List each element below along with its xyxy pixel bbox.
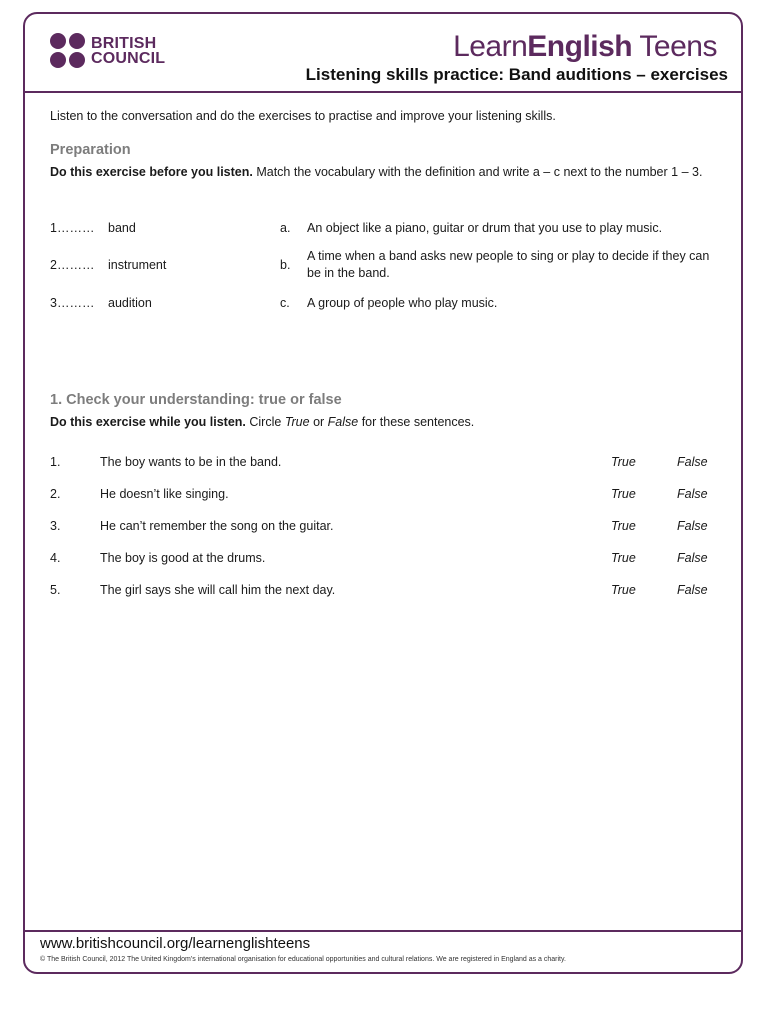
vocab-number: 1……… xyxy=(50,221,95,235)
header-divider xyxy=(23,91,743,93)
true-option[interactable]: True xyxy=(611,487,636,501)
question-sentence: He can’t remember the song on the guitar. xyxy=(100,519,334,533)
preparation-heading: Preparation xyxy=(50,142,131,158)
vocab-word: audition xyxy=(108,296,152,310)
exercise-1-heading: 1. Check your understanding: true or false xyxy=(50,392,342,408)
footer-divider xyxy=(23,930,743,932)
true-option[interactable]: True xyxy=(611,519,636,533)
true-option[interactable]: True xyxy=(611,583,636,597)
definition-letter: a. xyxy=(280,221,291,235)
definition-letter: c. xyxy=(280,296,290,310)
footer-url-link[interactable]: www.britishcouncil.org/learnenglishteens xyxy=(40,935,311,952)
learnenglish-teens-brand xyxy=(453,30,717,64)
question-sentence: The boy wants to be in the band. xyxy=(100,455,282,469)
vocab-row xyxy=(0,248,768,284)
footer-copyright-note: © The British Council, 2012 The United Kingdom’s international organisation for educational opportunities and cultural relations. We are registered in England as a charity. xyxy=(40,956,566,963)
instruction-fragment: or xyxy=(309,415,328,429)
false-option[interactable]: False xyxy=(677,455,708,469)
vocab-row xyxy=(0,295,768,315)
question-number: 3. xyxy=(50,519,61,533)
vocab-word: band xyxy=(108,221,136,235)
preparation-instruction-rest: Match the vocabulary with the definition and write a – c next to the number 1 – 3. xyxy=(252,165,703,179)
true-option[interactable]: True xyxy=(611,455,636,469)
logo-line-2: COUNCIL xyxy=(91,49,166,67)
definition-letter: b. xyxy=(280,258,291,272)
question-number: 1. xyxy=(50,455,61,469)
false-option[interactable]: False xyxy=(677,551,708,565)
question-sentence: He doesn’t like singing. xyxy=(100,487,229,501)
document-title: Listening skills practice: Band auditions – exercises xyxy=(305,65,728,84)
preparation-instruction xyxy=(50,164,720,181)
question-sentence: The boy is good at the drums. xyxy=(100,551,266,565)
vocab-word: instrument xyxy=(108,258,167,272)
exercise-1-instruction-bold: Do this exercise while you listen. xyxy=(50,415,246,429)
preparation-instruction-bold: Do this exercise before you listen. xyxy=(50,165,253,179)
true-option[interactable]: True xyxy=(611,551,636,565)
false-option[interactable]: False xyxy=(677,487,708,501)
logo-line-1: BRITISH xyxy=(91,34,157,52)
instruction-fragment: Circle xyxy=(245,415,285,429)
true-false-row xyxy=(0,518,768,538)
question-number: 2. xyxy=(50,487,61,501)
false-option[interactable]: False xyxy=(677,583,708,597)
false-option[interactable]: False xyxy=(677,519,708,533)
definition-text: A time when a band asks new people to sing or play to decide if they can be in the band. xyxy=(307,249,710,280)
intro-text: Listen to the conversation and do the exercises to practise and improve your listening skills. xyxy=(50,109,556,123)
british-council-logo xyxy=(50,33,165,68)
question-sentence: The girl says she will call him the next day. xyxy=(100,583,336,597)
brand-part-teens: Teens xyxy=(632,30,717,63)
exercise-1-instruction xyxy=(50,414,720,431)
brand-part-learn: Learn xyxy=(453,30,528,63)
instruction-true-word: True xyxy=(284,415,310,429)
true-false-row xyxy=(0,582,768,602)
vocab-number: 2……… xyxy=(50,258,95,272)
true-false-row xyxy=(0,486,768,506)
question-number: 5. xyxy=(50,583,61,597)
definition-text: A group of people who play music. xyxy=(307,296,498,310)
definition-text: An object like a piano, guitar or drum that you use to play music. xyxy=(307,221,663,235)
instruction-false-word: False xyxy=(327,415,359,429)
instruction-fragment: for these sentences. xyxy=(358,415,475,429)
brand-part-english: English xyxy=(527,30,633,63)
true-false-row xyxy=(0,454,768,474)
vocab-number: 3……… xyxy=(50,296,95,310)
vocab-row xyxy=(0,220,768,240)
british-council-dots-icon xyxy=(50,33,85,68)
question-number: 4. xyxy=(50,551,61,565)
true-false-row xyxy=(0,550,768,570)
